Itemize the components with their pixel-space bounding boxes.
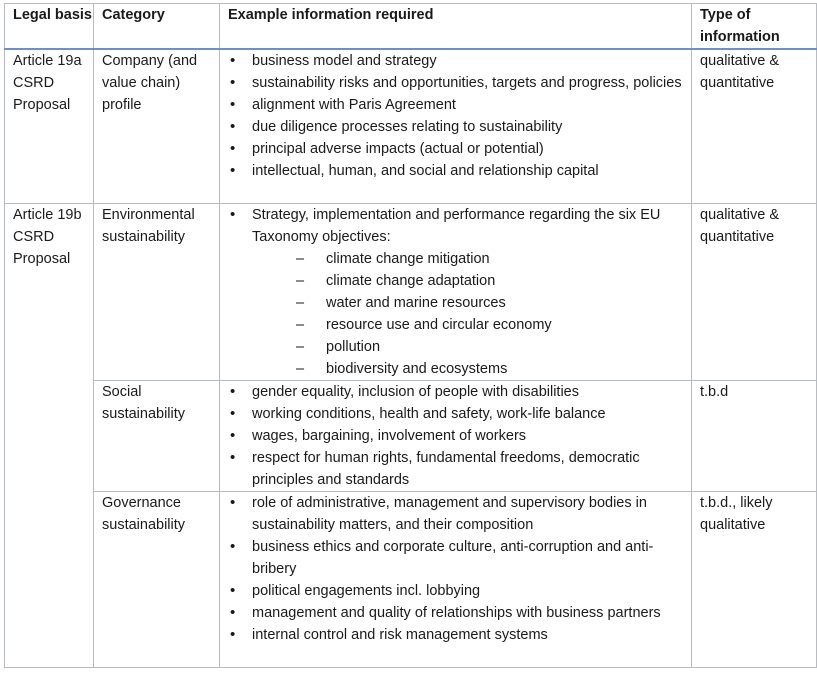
header-category: Category xyxy=(94,4,220,50)
sub-list-item: – climate change adaptation xyxy=(252,270,691,292)
category-cell: Social sustainability xyxy=(94,380,220,491)
legal-basis-cell: Article 19a CSRD Proposal xyxy=(5,49,94,203)
list-item: • business ethics and corporate culture, anti-corruption and anti-bribery xyxy=(228,536,691,580)
example-info-cell xyxy=(220,203,692,380)
type-cell: t.b.d xyxy=(692,380,817,491)
list-item: • gender equality, inclusion of people with disabilities xyxy=(228,381,691,403)
list-item: • principal adverse impacts (actual or potential) xyxy=(228,138,691,160)
list-item: • working conditions, health and safety, work-life balance xyxy=(228,403,691,425)
info-list xyxy=(228,204,691,380)
list-item: • management and quality of relationships with business partners xyxy=(228,602,691,624)
info-list xyxy=(228,492,691,646)
legal-basis-cell: Article 19b CSRD Proposal xyxy=(5,203,94,667)
header-legal-basis: Legal basis xyxy=(5,4,94,50)
example-info-cell xyxy=(220,491,692,667)
list-item: • sustainability risks and opportunities, targets and progress, policies xyxy=(228,72,691,94)
table-row xyxy=(5,203,817,380)
sub-list-item: – climate change mitigation xyxy=(252,248,691,270)
type-cell: qualitative & quantitative xyxy=(692,203,817,380)
sub-list-item: – pollution xyxy=(252,336,691,358)
csrd-information-table xyxy=(4,3,817,668)
info-list xyxy=(228,381,691,491)
type-cell: t.b.d., likely qualitative xyxy=(692,491,817,667)
type-cell: qualitative & quantitative xyxy=(692,49,817,203)
sub-list-item: – resource use and circular economy xyxy=(252,314,691,336)
list-item: • wages, bargaining, involvement of workers xyxy=(228,425,691,447)
category-cell: Company (and value chain) profile xyxy=(94,49,220,203)
header-row xyxy=(5,4,817,50)
example-info-cell xyxy=(220,49,692,203)
sub-list-item: – water and marine resources xyxy=(252,292,691,314)
info-list xyxy=(228,50,691,182)
list-item: • political engagements incl. lobbying xyxy=(228,580,691,602)
category-cell: Environmental sustainability xyxy=(94,203,220,380)
table-row xyxy=(5,380,817,491)
list-item: • alignment with Paris Agreement xyxy=(228,94,691,116)
list-item: • internal control and risk management systems xyxy=(228,624,691,646)
example-info-cell xyxy=(220,380,692,491)
list-item: • business model and strategy xyxy=(228,50,691,72)
list-item: • intellectual, human, and social and relationship capital xyxy=(228,160,691,182)
table-row xyxy=(5,49,817,203)
sub-list-item: – biodiversity and ecosystems xyxy=(252,358,691,380)
header-example-info: Example information required xyxy=(220,4,692,50)
sub-list xyxy=(252,248,691,380)
category-cell: Governance sustainability xyxy=(94,491,220,667)
table-row xyxy=(5,491,817,667)
header-type-of-info: Type of information xyxy=(692,4,817,50)
list-item xyxy=(228,204,691,380)
list-item: • role of administrative, management and supervisory bodies in sustainability matters, and their composition xyxy=(228,492,691,536)
list-item: • respect for human rights, fundamental freedoms, democratic principles and standards xyxy=(228,447,691,491)
list-item-lead: Strategy, implementation and performance regarding the six EU Taxonomy objectives: xyxy=(252,206,661,245)
list-item: • due diligence processes relating to sustainability xyxy=(228,116,691,138)
